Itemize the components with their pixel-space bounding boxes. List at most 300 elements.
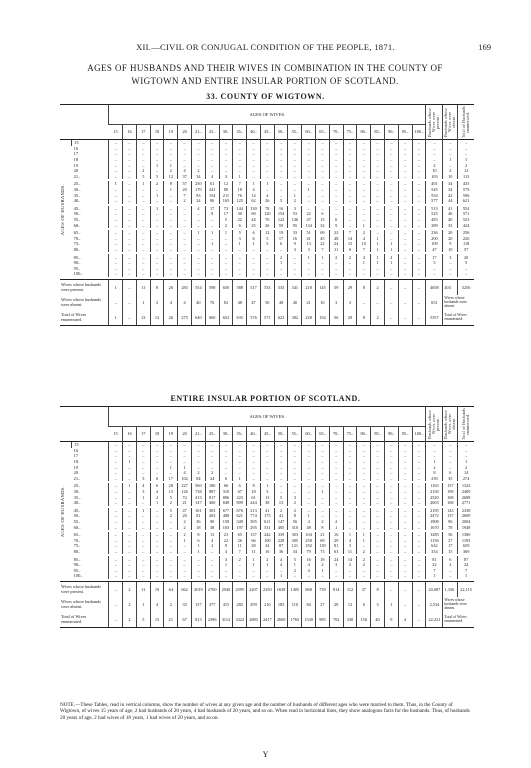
col-age-7: 25– — [205, 124, 219, 139]
data-cell: – — [412, 236, 426, 242]
data-cell: 3 — [288, 247, 302, 253]
data-cell: – — [412, 543, 426, 549]
data-cell: – — [288, 453, 302, 459]
data-cell: – — [233, 265, 247, 271]
data-cell: – — [192, 573, 206, 579]
data-cell: 4 — [302, 519, 316, 525]
data-cell: 223 — [233, 494, 247, 500]
summary-cell: 4 — [150, 597, 164, 612]
data-cell: – — [260, 247, 274, 253]
summary-cell: 76 — [205, 295, 219, 310]
summary-cell: 623 — [274, 310, 288, 326]
data-cell: – — [316, 265, 330, 271]
total-cell: 47 — [426, 247, 443, 253]
data-cell: – — [136, 192, 150, 198]
data-cell: – — [219, 448, 233, 454]
data-cell: – — [371, 448, 385, 454]
data-cell: – — [178, 271, 192, 277]
summary-cell: 2207 — [247, 581, 261, 597]
data-cell: 2 — [192, 168, 206, 174]
data-cell: – — [164, 556, 178, 562]
data-cell: – — [192, 157, 206, 163]
total-cell: 35 — [443, 222, 458, 228]
data-cell: – — [150, 271, 164, 277]
data-cell: – — [316, 464, 330, 470]
data-cell: 5 — [150, 174, 164, 180]
data-cell: – — [136, 453, 150, 459]
data-cell: 2 — [288, 567, 302, 573]
data-cell: 2 — [150, 181, 164, 187]
data-cell: – — [288, 168, 302, 174]
data-cell: – — [412, 174, 426, 180]
row-age-label: 35– — [73, 192, 81, 198]
data-cell: – — [343, 573, 357, 579]
data-cell: – — [123, 140, 137, 146]
data-cell: – — [329, 181, 343, 187]
data-cell: – — [384, 157, 398, 163]
summary-cell: 2 — [371, 310, 385, 326]
summary-cell: 813 — [192, 612, 206, 628]
data-cell: – — [329, 271, 343, 277]
data-cell: – — [178, 254, 192, 260]
data-cell: – — [384, 524, 398, 530]
summary-cell: – — [357, 295, 371, 310]
data-cell: 395 — [247, 519, 261, 525]
data-cell: – — [205, 271, 219, 277]
data-cell: – — [398, 217, 412, 223]
data-cell: – — [371, 513, 385, 519]
data-cell: 2 — [192, 470, 206, 476]
data-cell: – — [150, 140, 164, 146]
data-cell: – — [329, 489, 343, 495]
data-cell: – — [164, 222, 178, 228]
data-cell: 26 — [260, 198, 274, 204]
data-cell: – — [329, 470, 343, 476]
data-cell: – — [219, 157, 233, 163]
data-cell: – — [329, 260, 343, 266]
data-cell: – — [178, 206, 192, 212]
summary-cell: 4 — [164, 295, 178, 310]
data-cell: – — [412, 549, 426, 555]
summary-cell: – — [412, 597, 426, 612]
data-cell: – — [247, 168, 261, 174]
data-cell: – — [412, 265, 426, 271]
data-cell: 4 — [274, 556, 288, 562]
data-cell: 3 — [329, 562, 343, 568]
data-cell: – — [109, 573, 123, 579]
data-cell: – — [412, 198, 426, 204]
col-age-0: 15 — [109, 426, 123, 441]
data-cell: – — [357, 140, 371, 146]
total-cell: 200 — [426, 236, 443, 242]
summary-cell: 8 — [371, 581, 385, 597]
summary-row — [60, 310, 474, 326]
data-cell: 1 — [164, 187, 178, 193]
data-cell: – — [233, 442, 247, 448]
data-cell: – — [357, 453, 371, 459]
data-cell: – — [371, 206, 385, 212]
data-cell: 76 — [233, 192, 247, 198]
data-cell: – — [357, 211, 371, 217]
data-cell: 21 — [178, 500, 192, 506]
data-cell: – — [219, 151, 233, 157]
data-cell: – — [343, 157, 357, 163]
summary-cell: 1765 — [288, 612, 302, 628]
data-cell: – — [384, 168, 398, 174]
col-age-8: 30– — [219, 426, 233, 441]
data-cell: – — [274, 192, 288, 198]
data-cell: – — [274, 271, 288, 277]
total-cell: 554 — [426, 192, 443, 198]
data-cell: – — [412, 217, 426, 223]
data-cell: 17 — [219, 211, 233, 217]
data-cell: 1 — [371, 260, 385, 266]
data-cell: – — [123, 562, 137, 568]
data-cell: – — [384, 500, 398, 506]
data-cell: – — [109, 241, 123, 247]
data-cell: 158 — [219, 519, 233, 525]
data-cell: – — [398, 146, 412, 152]
data-cell: – — [357, 271, 371, 277]
col-age-7: 25– — [205, 426, 219, 441]
total-cell: 7 — [458, 567, 474, 573]
data-cell: 3 — [219, 556, 233, 562]
data-cell: 1 — [150, 500, 164, 506]
data-cell: – — [205, 556, 219, 562]
data-cell: – — [192, 260, 206, 266]
data-cell: 1 — [109, 181, 123, 187]
summary-cell: 48 — [274, 295, 288, 310]
data-cell: – — [371, 168, 385, 174]
data-cell: – — [357, 217, 371, 223]
data-cell: – — [150, 157, 164, 163]
data-cell: – — [164, 459, 178, 465]
data-cell: 1 — [260, 562, 274, 568]
data-cell: – — [412, 247, 426, 253]
data-cell: – — [302, 271, 316, 277]
data-cell: 48 — [329, 236, 343, 242]
data-cell: – — [384, 217, 398, 223]
data-cell: 11 — [233, 543, 247, 549]
data-cell: 11 — [247, 549, 261, 555]
col-age-13: 55– — [288, 426, 302, 441]
data-cell: – — [371, 459, 385, 465]
data-cell: – — [205, 217, 219, 223]
data-cell: 47 — [302, 217, 316, 223]
data-cell: 677 — [219, 508, 233, 514]
data-cell: 6 — [150, 476, 164, 482]
data-cell: 102 — [178, 476, 192, 482]
data-cell: 11 — [343, 549, 357, 555]
total-cell: 354 — [426, 549, 443, 555]
data-cell: – — [136, 254, 150, 260]
col-age-12: 50– — [274, 124, 288, 139]
data-cell: – — [109, 464, 123, 470]
data-cell: 258 — [302, 538, 316, 544]
data-cell: – — [136, 236, 150, 242]
data-cell: 161 — [192, 508, 206, 514]
row-age-label: 80– — [73, 548, 81, 554]
data-cell: 2 — [150, 494, 164, 500]
summary-cell: 739 — [316, 581, 330, 597]
data-cell: 69 — [247, 211, 261, 217]
summary-cell: 3322 — [233, 612, 247, 628]
data-cell: – — [164, 151, 178, 157]
summary-cell: 4 — [398, 612, 412, 628]
data-cell: – — [123, 567, 137, 573]
data-cell: 806 — [219, 494, 233, 500]
data-cell: – — [136, 162, 150, 168]
data-cell: – — [150, 524, 164, 530]
data-cell: – — [233, 168, 247, 174]
data-cell: – — [150, 254, 164, 260]
data-cell: – — [371, 265, 385, 271]
data-cell: 104 — [302, 532, 316, 538]
total-cell: 20 — [443, 236, 458, 242]
row-age-label: 25– — [73, 483, 81, 489]
summary-total-value-3: 5256 — [458, 279, 474, 295]
data-cell: – — [136, 265, 150, 271]
summary-cell: – — [109, 295, 123, 310]
data-cell: – — [205, 442, 219, 448]
data-cell: – — [384, 513, 398, 519]
total-cell: – — [443, 146, 458, 152]
data-cell: 62 — [247, 198, 261, 204]
summary-total-label: 1,336 — [443, 581, 458, 597]
data-cell: – — [109, 448, 123, 454]
data-cell: – — [384, 453, 398, 459]
data-cell: – — [136, 217, 150, 223]
total-cell: 3 — [443, 254, 458, 260]
data-cell: – — [302, 470, 316, 476]
data-cell: – — [302, 489, 316, 495]
total-cell: – — [426, 146, 443, 152]
data-cell: – — [136, 271, 150, 277]
data-cell: – — [109, 157, 123, 163]
data-cell: – — [316, 157, 330, 163]
total-cell: 118 — [458, 241, 474, 247]
data-cell: – — [247, 265, 261, 271]
total-cell: 40 — [443, 217, 458, 223]
total-cell: 2771 — [458, 500, 474, 506]
data-cell: – — [357, 483, 371, 489]
data-cell: – — [123, 549, 137, 555]
data-cell: – — [150, 538, 164, 544]
total-cell: – — [443, 573, 458, 579]
data-cell: – — [398, 247, 412, 253]
data-cell: 73 — [219, 206, 233, 212]
data-cell: 5 — [136, 174, 150, 180]
data-cell: 1 — [316, 254, 330, 260]
data-cell: – — [357, 459, 371, 465]
data-cell: – — [178, 448, 192, 454]
data-cell: 87 — [274, 543, 288, 549]
data-cell: – — [384, 222, 398, 228]
data-cell: 146 — [288, 217, 302, 223]
data-cell: 676 — [233, 508, 247, 514]
total-cell: 1322 — [458, 483, 474, 489]
data-cell: 1 — [274, 260, 288, 266]
data-cell: – — [329, 157, 343, 163]
data-cell: – — [343, 483, 357, 489]
data-cell: – — [192, 241, 206, 247]
data-cell: – — [371, 211, 385, 217]
data-cell: – — [178, 453, 192, 459]
data-cell: 69 — [316, 230, 330, 236]
summary-cell: 210 — [260, 597, 274, 612]
data-cell: 460 — [205, 500, 219, 506]
data-cell: – — [260, 442, 274, 448]
data-cell: – — [123, 254, 137, 260]
data-cell: – — [384, 236, 398, 242]
data-cell: – — [329, 198, 343, 204]
data-cell: 26 — [233, 538, 247, 544]
data-cell: – — [247, 476, 261, 482]
data-cell: – — [123, 453, 137, 459]
data-cell: – — [398, 483, 412, 489]
col-age-9: 35– — [233, 124, 247, 139]
data-cell: – — [357, 192, 371, 198]
summary-cell: 112 — [343, 581, 357, 597]
data-cell: – — [274, 157, 288, 163]
data-cell: – — [205, 254, 219, 260]
data-cell: – — [274, 140, 288, 146]
data-cell: 1 — [233, 174, 247, 180]
data-cell: 4 — [192, 206, 206, 212]
data-cell: – — [150, 562, 164, 568]
data-cell: – — [316, 140, 330, 146]
data-cell: – — [316, 470, 330, 476]
data-cell: – — [316, 513, 330, 519]
data-cell: – — [164, 448, 178, 454]
total-cell: 157 — [443, 483, 458, 489]
data-cell: 30 — [233, 211, 247, 217]
data-cell: – — [164, 146, 178, 152]
data-cell: 18 — [247, 489, 261, 495]
data-cell: – — [398, 151, 412, 157]
summary-cell: 1405 — [288, 581, 302, 597]
data-cell: – — [384, 494, 398, 500]
data-cell: 16 — [260, 549, 274, 555]
row-age-label: 21– — [73, 475, 81, 481]
data-cell: 20 — [178, 513, 192, 519]
row-age-label: 40– — [73, 500, 81, 506]
data-cell: – — [412, 567, 426, 573]
data-cell: – — [357, 162, 371, 168]
data-cell: – — [233, 146, 247, 152]
data-cell: – — [384, 476, 398, 482]
data-cell: 3 — [136, 489, 150, 495]
summary-cell: 40 — [288, 295, 302, 310]
data-cell: – — [357, 442, 371, 448]
total-cell: 2195 — [426, 508, 443, 514]
data-cell: – — [109, 222, 123, 228]
data-cell: 137 — [247, 532, 261, 538]
data-cell: 38 — [205, 524, 219, 530]
total-cell: – — [443, 448, 458, 454]
data-cell: – — [343, 524, 357, 530]
data-cell: – — [398, 254, 412, 260]
data-cell: – — [343, 459, 357, 465]
data-cell: – — [247, 247, 261, 253]
ages-of-wives-heading: AGES OF WIVES. — [109, 407, 426, 427]
data-cell: – — [371, 453, 385, 459]
data-cell: – — [343, 260, 357, 266]
data-cell: – — [384, 562, 398, 568]
summary-cell: – — [123, 310, 137, 326]
summary-cell: – — [123, 295, 137, 310]
data-cell: 1 — [233, 476, 247, 482]
data-cell: – — [205, 146, 219, 152]
summary-cell: – — [109, 597, 123, 612]
total-cell: 2 — [443, 168, 458, 174]
data-cell: – — [205, 459, 219, 465]
total-cell: – — [426, 271, 443, 277]
data-cell: 36 — [192, 519, 206, 525]
total-cell: 389 — [426, 222, 443, 228]
data-cell: – — [219, 470, 233, 476]
data-cell: 3 — [260, 489, 274, 495]
total-cell: – — [458, 146, 474, 152]
row-age-label: 16 — [73, 145, 79, 151]
summary-cell: – — [412, 295, 426, 310]
data-cell: 1 — [329, 524, 343, 530]
summary-cell: 228 — [302, 310, 316, 326]
total-cell: 483 — [426, 217, 443, 223]
summary-cell: 11 — [136, 279, 150, 295]
summary-cell: 1 — [109, 310, 123, 326]
summary-cell: 154 — [316, 310, 330, 326]
data-cell: – — [123, 181, 137, 187]
data-cell: 16 — [329, 532, 343, 538]
data-cell: 6 — [233, 222, 247, 228]
summary-cell: 40 — [371, 612, 385, 628]
total-cell: – — [443, 459, 458, 465]
totals-header-text: Husbands whose Wives were present. — [428, 107, 441, 137]
data-cell: – — [274, 151, 288, 157]
data-cell: 2 — [178, 532, 192, 538]
data-cell: 1 — [343, 532, 357, 538]
data-cell: 1 — [205, 230, 219, 236]
summary-cell: 662 — [178, 581, 192, 597]
data-cell: 2 — [233, 556, 247, 562]
data-cell: – — [357, 198, 371, 204]
summary-cell: 82 — [219, 295, 233, 310]
data-cell: 1 — [357, 260, 371, 266]
total-cell: – — [426, 265, 443, 271]
data-cell: 2 — [219, 222, 233, 228]
data-cell: – — [329, 151, 343, 157]
data-cell: – — [192, 236, 206, 242]
ages-of-husbands-label: AGES OF HUSBANDS. — [60, 485, 65, 537]
data-cell: – — [384, 519, 398, 525]
total-cell: – — [443, 442, 458, 448]
data-cell: – — [109, 187, 123, 193]
total-cell: 137 — [443, 513, 458, 519]
data-cell: – — [164, 236, 178, 242]
data-cell: – — [178, 151, 192, 157]
totals-header-0 — [426, 407, 443, 442]
data-cell: – — [164, 573, 178, 579]
data-cell: – — [164, 206, 178, 212]
total-cell: 17 — [443, 543, 458, 549]
data-cell: 8 — [288, 513, 302, 519]
data-cell: – — [123, 500, 137, 506]
data-cell: 531 — [260, 524, 274, 530]
data-cell: – — [398, 470, 412, 476]
data-cell: – — [274, 459, 288, 465]
total-cell: 545 — [426, 187, 443, 193]
